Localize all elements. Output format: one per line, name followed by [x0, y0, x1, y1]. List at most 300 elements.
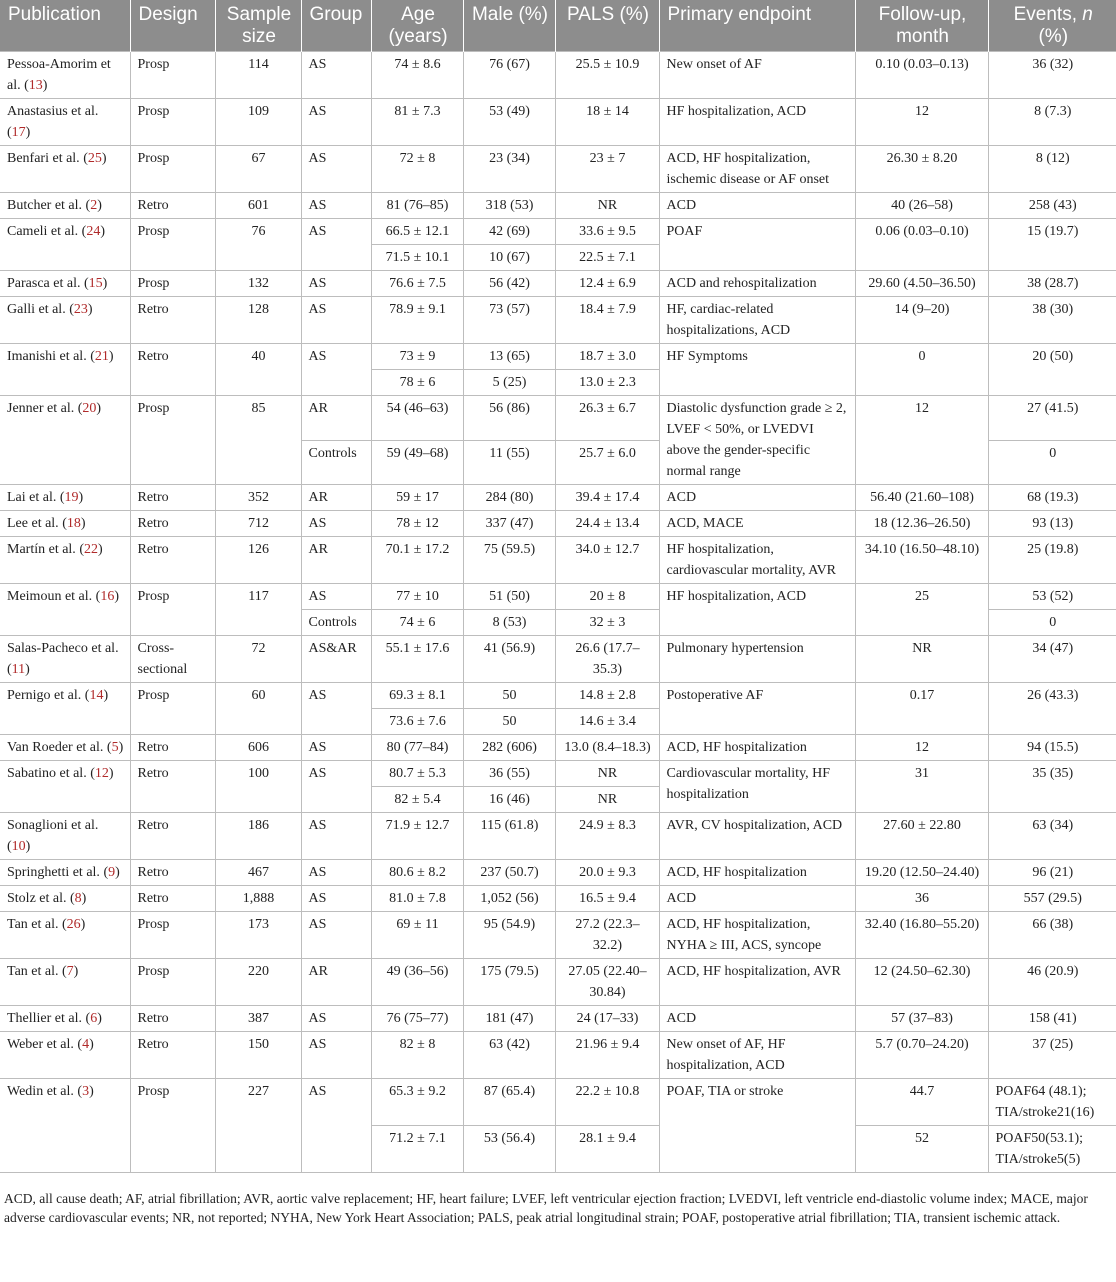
followup-cell: 12 [855, 99, 988, 146]
primary-endpoint-cell: HF, cardiac-related hospitalizations, ACD [659, 297, 855, 344]
pals-cell: 33.6 ± 9.5 [555, 219, 659, 245]
table-body [0, 52, 1116, 1173]
pals-cell: 27.2 (22.3–32.2) [555, 912, 659, 959]
group-cell: AS&AR [301, 636, 371, 683]
header-male: Male (%) [463, 0, 555, 52]
reference-link[interactable]: 26 [66, 917, 81, 932]
group-cell: AS [301, 683, 371, 735]
reference-link[interactable]: 12 [94, 766, 109, 781]
male-cell: 10 (67) [463, 245, 555, 271]
author-name: Imanishi et al. [7, 349, 87, 364]
table-row [0, 537, 1116, 584]
age-cell: 66.5 ± 12.1 [371, 219, 463, 245]
table-row [0, 912, 1116, 959]
design-cell: Prosp [130, 912, 215, 959]
sample-size-cell: 132 [215, 271, 301, 297]
events-cell: 0 [988, 610, 1116, 636]
events-cell: 38 (28.7) [988, 271, 1116, 297]
table-row [0, 219, 1116, 245]
male-cell: 11 (55) [463, 440, 555, 485]
design-cell: Retro [130, 344, 215, 396]
events-cell: POAF50(53.1); TIA/stroke5(5) [988, 1126, 1116, 1173]
design-cell: Retro [130, 537, 215, 584]
group-cell: AS [301, 99, 371, 146]
group-cell: AS [301, 1079, 371, 1173]
pals-cell: 18.4 ± 7.9 [555, 297, 659, 344]
sample-size-cell: 128 [215, 297, 301, 344]
publication-cell: Van Roeder et al. (5) [0, 735, 130, 761]
table-row [0, 860, 1116, 886]
reference-link[interactable]: 4 [82, 1037, 90, 1052]
events-cell: 35 (35) [988, 761, 1116, 813]
age-cell: 81 ± 7.3 [371, 99, 463, 146]
design-cell: Retro [130, 511, 215, 537]
publication-cell: Galli et al. (23) [0, 297, 130, 344]
primary-endpoint-cell: ACD [659, 485, 855, 511]
group-cell: Controls [301, 610, 371, 636]
followup-cell: 5.7 (0.70–24.20) [855, 1032, 988, 1079]
reference-link[interactable]: 20 [82, 401, 97, 416]
male-cell: 50 [463, 709, 555, 735]
design-cell: Cross-sectional [130, 636, 215, 683]
design-cell: Retro [130, 193, 215, 219]
pals-cell: 24.9 ± 8.3 [555, 813, 659, 860]
table-row [0, 735, 1116, 761]
primary-endpoint-cell: AVR, CV hospitalization, ACD [659, 813, 855, 860]
followup-cell: 40 (26–58) [855, 193, 988, 219]
events-cell: POAF64 (48.1); TIA/stroke21(16) [988, 1079, 1116, 1126]
followup-cell: 0 [855, 344, 988, 396]
followup-cell: 52 [855, 1126, 988, 1173]
table-row [0, 584, 1116, 610]
sample-size-cell: 186 [215, 813, 301, 860]
publication-cell: Jenner et al. (20) [0, 396, 130, 485]
followup-cell: 0.06 (0.03–0.10) [855, 219, 988, 271]
age-cell: 73.6 ± 7.6 [371, 709, 463, 735]
pals-cell: 18.7 ± 3.0 [555, 344, 659, 370]
age-cell: 80.7 ± 5.3 [371, 761, 463, 787]
pals-cell: 21.96 ± 9.4 [555, 1032, 659, 1079]
author-name: Anastasius et al. [7, 104, 99, 119]
age-cell: 81.0 ± 7.8 [371, 886, 463, 912]
table-row [0, 1079, 1116, 1126]
author-name: Sonaglioni et al. [7, 818, 99, 833]
followup-cell: 44.7 [855, 1079, 988, 1126]
sample-size-cell: 173 [215, 912, 301, 959]
table-row [0, 344, 1116, 370]
age-cell: 49 (36–56) [371, 959, 463, 1006]
group-cell: AS [301, 219, 371, 271]
design-cell: Prosp [130, 1079, 215, 1173]
publication-cell: Cameli et al. (24) [0, 219, 130, 271]
reference-link[interactable]: 19 [64, 490, 79, 505]
group-cell: AS [301, 193, 371, 219]
design-cell: Retro [130, 1006, 215, 1032]
table-row [0, 396, 1116, 441]
male-cell: 53 (56.4) [463, 1126, 555, 1173]
author-name: Lai et al. [7, 490, 57, 505]
author-name: Van Roeder et al. [7, 740, 104, 755]
design-cell: Retro [130, 297, 215, 344]
reference-link[interactable]: 7 [66, 964, 74, 979]
age-cell: 74 ± 6 [371, 610, 463, 636]
primary-endpoint-cell: HF hospitalization, ACD [659, 99, 855, 146]
primary-endpoint-cell: New onset of AF [659, 52, 855, 99]
pals-cell: 23 ± 7 [555, 146, 659, 193]
sample-size-cell: 72 [215, 636, 301, 683]
group-cell: AS [301, 735, 371, 761]
header-design: Design [130, 0, 215, 52]
primary-endpoint-cell: ACD, HF hospitalization, AVR [659, 959, 855, 1006]
publication-cell: Salas-Pacheco et al. (11) [0, 636, 130, 683]
pals-cell: 13.0 ± 2.3 [555, 370, 659, 396]
group-cell: AS [301, 297, 371, 344]
pals-cell: 13.0 (8.4–18.3) [555, 735, 659, 761]
author-name: Springhetti et al. [7, 865, 100, 880]
pals-cell: 14.6 ± 3.4 [555, 709, 659, 735]
events-cell: 158 (41) [988, 1006, 1116, 1032]
events-cell: 38 (30) [988, 297, 1116, 344]
author-name: Galli et al. [7, 302, 66, 317]
followup-cell: 12 [855, 396, 988, 485]
publication-cell: Wedin et al. (3) [0, 1079, 130, 1173]
author-name: Cameli et al. [7, 224, 79, 239]
male-cell: 41 (56.9) [463, 636, 555, 683]
age-cell: 65.3 ± 9.2 [371, 1079, 463, 1126]
table-row [0, 683, 1116, 709]
events-cell: 93 (13) [988, 511, 1116, 537]
age-cell: 71.9 ± 12.7 [371, 813, 463, 860]
header-primary-endpoint: Primary endpoint [659, 0, 855, 52]
design-cell: Prosp [130, 959, 215, 1006]
reference-link[interactable]: 13 [28, 78, 43, 93]
reference-link[interactable]: 22 [83, 542, 98, 557]
sample-size-cell: 352 [215, 485, 301, 511]
publication-cell: Imanishi et al. (21) [0, 344, 130, 396]
age-cell: 73 ± 9 [371, 344, 463, 370]
header-events [988, 0, 1116, 52]
sample-size-cell: 109 [215, 99, 301, 146]
sample-size-cell: 1,888 [215, 886, 301, 912]
male-cell: 1,052 (56) [463, 886, 555, 912]
author-name: Lee et al. [7, 516, 59, 531]
reference-link[interactable]: 2 [90, 198, 98, 213]
design-cell: Prosp [130, 683, 215, 735]
followup-cell: 56.40 (21.60–108) [855, 485, 988, 511]
table-row [0, 271, 1116, 297]
age-cell: 82 ± 5.4 [371, 787, 463, 813]
followup-cell: 29.60 (4.50–36.50) [855, 271, 988, 297]
publication-cell: Parasca et al. (15) [0, 271, 130, 297]
reference-link[interactable]: 24 [86, 224, 101, 239]
events-cell: 25 (19.8) [988, 537, 1116, 584]
primary-endpoint-cell: ACD, HF hospitalization, ischemic disease or AF onset [659, 146, 855, 193]
age-cell: 70.1 ± 17.2 [371, 537, 463, 584]
group-cell: AR [301, 396, 371, 441]
design-cell: Retro [130, 886, 215, 912]
table-row [0, 485, 1116, 511]
male-cell: 5 (25) [463, 370, 555, 396]
reference-link[interactable]: 8 [74, 891, 82, 906]
publication-cell: Lee et al. (18) [0, 511, 130, 537]
pals-cell: 26.3 ± 6.7 [555, 396, 659, 441]
primary-endpoint-cell: HF hospitalization, cardiovascular mortality, AVR [659, 537, 855, 584]
design-cell: Prosp [130, 52, 215, 99]
group-cell: AR [301, 959, 371, 1006]
events-cell: 557 (29.5) [988, 886, 1116, 912]
male-cell: 13 (65) [463, 344, 555, 370]
followup-cell: 26.30 ± 8.20 [855, 146, 988, 193]
publication-cell: Weber et al. (4) [0, 1032, 130, 1079]
age-cell: 82 ± 8 [371, 1032, 463, 1079]
table-row [0, 959, 1116, 1006]
publication-cell: Meimoun et al. (16) [0, 584, 130, 636]
publication-cell: Lai et al. (19) [0, 485, 130, 511]
reference-link[interactable]: 15 [88, 276, 103, 291]
group-cell: Controls [301, 440, 371, 485]
group-cell: AS [301, 813, 371, 860]
author-name: Martín et al. [7, 542, 76, 557]
events-cell: 94 (15.5) [988, 735, 1116, 761]
table-header [0, 0, 1116, 52]
pals-cell: 22.2 ± 10.8 [555, 1079, 659, 1126]
primary-endpoint-cell: ACD [659, 1006, 855, 1032]
publication-cell: Anastasius et al. (17) [0, 99, 130, 146]
author-name: Butcher et al. [7, 198, 83, 213]
reference-link[interactable]: 9 [108, 865, 116, 880]
header-sample-size: Sample size [215, 0, 301, 52]
primary-endpoint-cell: ACD, HF hospitalization, NYHA ≥ III, ACS, syncope [659, 912, 855, 959]
reference-link[interactable]: 17 [11, 125, 26, 140]
age-cell: 59 (49–68) [371, 440, 463, 485]
pals-cell: 14.8 ± 2.8 [555, 683, 659, 709]
pals-cell: 16.5 ± 9.4 [555, 886, 659, 912]
sample-size-cell: 227 [215, 1079, 301, 1173]
primary-endpoint-cell: New onset of AF, HF hospitalization, ACD [659, 1032, 855, 1079]
pals-cell: 24.4 ± 13.4 [555, 511, 659, 537]
primary-endpoint-cell: ACD, MACE [659, 511, 855, 537]
pals-cell: 26.6 (17.7–35.3) [555, 636, 659, 683]
male-cell: 337 (47) [463, 511, 555, 537]
pals-cell: 20.0 ± 9.3 [555, 860, 659, 886]
header-events-n: n [1082, 4, 1093, 25]
group-cell: AS [301, 584, 371, 610]
age-cell: 72 ± 8 [371, 146, 463, 193]
reference-link[interactable]: 21 [94, 349, 109, 364]
table-row [0, 1032, 1116, 1079]
sample-size-cell: 76 [215, 219, 301, 271]
pals-cell: NR [555, 193, 659, 219]
design-cell: Retro [130, 813, 215, 860]
followup-cell: 32.40 (16.80–55.20) [855, 912, 988, 959]
primary-endpoint-cell: HF Symptoms [659, 344, 855, 396]
header-pals: PALS (%) [555, 0, 659, 52]
primary-endpoint-cell: ACD, HF hospitalization [659, 735, 855, 761]
age-cell: 78 ± 12 [371, 511, 463, 537]
male-cell: 115 (61.8) [463, 813, 555, 860]
author-name: Meimoun et al. [7, 589, 93, 604]
pals-cell: NR [555, 761, 659, 787]
male-cell: 23 (34) [463, 146, 555, 193]
header-age: Age (years) [371, 0, 463, 52]
age-cell: 77 ± 10 [371, 584, 463, 610]
design-cell: Prosp [130, 396, 215, 485]
reference-link[interactable]: 10 [11, 839, 26, 854]
events-cell: 27 (41.5) [988, 396, 1116, 441]
pals-cell: NR [555, 787, 659, 813]
followup-cell: 36 [855, 886, 988, 912]
publication-cell: Sabatino et al. (12) [0, 761, 130, 813]
age-cell: 69 ± 11 [371, 912, 463, 959]
author-name: Pessoa-Amorim et al. [7, 57, 111, 93]
table-row [0, 813, 1116, 860]
sample-size-cell: 114 [215, 52, 301, 99]
followup-cell: 0.17 [855, 683, 988, 735]
sample-size-cell: 387 [215, 1006, 301, 1032]
age-cell: 59 ± 17 [371, 485, 463, 511]
header-events-suffix: (%) [1038, 26, 1069, 47]
age-cell: 54 (46–63) [371, 396, 463, 441]
pals-cell: 28.1 ± 9.4 [555, 1126, 659, 1173]
publication-cell: Sonaglioni et al. (10) [0, 813, 130, 860]
male-cell: 175 (79.5) [463, 959, 555, 1006]
followup-cell: 27.60 ± 22.80 [855, 813, 988, 860]
group-cell: AS [301, 271, 371, 297]
events-cell: 8 (12) [988, 146, 1116, 193]
group-cell: AR [301, 537, 371, 584]
reference-link[interactable]: 16 [100, 589, 115, 604]
age-cell: 71.5 ± 10.1 [371, 245, 463, 271]
male-cell: 8 (53) [463, 610, 555, 636]
male-cell: 16 (46) [463, 787, 555, 813]
sample-size-cell: 712 [215, 511, 301, 537]
male-cell: 50 [463, 683, 555, 709]
events-cell: 258 (43) [988, 193, 1116, 219]
sample-size-cell: 85 [215, 396, 301, 485]
sample-size-cell: 60 [215, 683, 301, 735]
header-publication: Publication [0, 0, 130, 52]
events-cell: 46 (20.9) [988, 959, 1116, 1006]
pals-cell: 18 ± 14 [555, 99, 659, 146]
age-cell: 80 (77–84) [371, 735, 463, 761]
table-row [0, 99, 1116, 146]
events-cell: 37 (25) [988, 1032, 1116, 1079]
author-name: Pernigo et al. [7, 688, 82, 703]
publication-cell: Stolz et al. (8) [0, 886, 130, 912]
table-row [0, 146, 1116, 193]
group-cell: AR [301, 485, 371, 511]
male-cell: 56 (86) [463, 396, 555, 441]
primary-endpoint-cell: Pulmonary hypertension [659, 636, 855, 683]
primary-endpoint-cell: ACD [659, 886, 855, 912]
design-cell: Retro [130, 761, 215, 813]
pals-cell: 34.0 ± 12.7 [555, 537, 659, 584]
male-cell: 73 (57) [463, 297, 555, 344]
primary-endpoint-cell: HF hospitalization, ACD [659, 584, 855, 636]
pals-cell: 20 ± 8 [555, 584, 659, 610]
pals-cell: 25.5 ± 10.9 [555, 52, 659, 99]
primary-endpoint-cell: Postoperative AF [659, 683, 855, 735]
male-cell: 181 (47) [463, 1006, 555, 1032]
followup-cell: 12 [855, 735, 988, 761]
group-cell: AS [301, 886, 371, 912]
age-cell: 71.2 ± 7.1 [371, 1126, 463, 1173]
group-cell: AS [301, 52, 371, 99]
male-cell: 42 (69) [463, 219, 555, 245]
reference-link[interactable]: 3 [82, 1084, 90, 1099]
male-cell: 318 (53) [463, 193, 555, 219]
author-name: Salas-Pacheco et al. [7, 641, 119, 656]
reference-link[interactable]: 6 [90, 1011, 98, 1026]
pals-cell: 22.5 ± 7.1 [555, 245, 659, 271]
followup-cell: 0.10 (0.03–0.13) [855, 52, 988, 99]
events-cell: 26 (43.3) [988, 683, 1116, 735]
reference-link[interactable]: 18 [66, 516, 81, 531]
group-cell: AS [301, 146, 371, 193]
male-cell: 76 (67) [463, 52, 555, 99]
male-cell: 75 (59.5) [463, 537, 555, 584]
publication-cell: Tan et al. (26) [0, 912, 130, 959]
events-cell: 53 (52) [988, 584, 1116, 610]
group-cell: AS [301, 912, 371, 959]
author-name: Tan et al. [7, 917, 59, 932]
author-name: Sabatino et al. [7, 766, 87, 781]
primary-endpoint-cell: Cardiovascular mortality, HF hospitalization [659, 761, 855, 813]
age-cell: 76 (75–77) [371, 1006, 463, 1032]
pals-cell: 12.4 ± 6.9 [555, 271, 659, 297]
pals-cell: 39.4 ± 17.4 [555, 485, 659, 511]
design-cell: Retro [130, 735, 215, 761]
table-row [0, 761, 1116, 787]
age-cell: 74 ± 8.6 [371, 52, 463, 99]
reference-link[interactable]: 11 [11, 662, 26, 677]
sample-size-cell: 40 [215, 344, 301, 396]
reference-link[interactable]: 23 [73, 302, 88, 317]
age-cell: 78 ± 6 [371, 370, 463, 396]
table-row [0, 297, 1116, 344]
followup-cell: NR [855, 636, 988, 683]
male-cell: 95 (54.9) [463, 912, 555, 959]
sample-size-cell: 150 [215, 1032, 301, 1079]
author-name: Tan et al. [7, 964, 59, 979]
author-name: Wedin et al. [7, 1084, 74, 1099]
table-row [0, 52, 1116, 99]
age-cell: 55.1 ± 17.6 [371, 636, 463, 683]
reference-link[interactable]: 14 [89, 688, 104, 703]
reference-link[interactable]: 25 [87, 151, 102, 166]
design-cell: Prosp [130, 584, 215, 636]
table-row [0, 636, 1116, 683]
author-name: Thellier et al. [7, 1011, 83, 1026]
male-cell: 63 (42) [463, 1032, 555, 1079]
primary-endpoint-cell: ACD, HF hospitalization [659, 860, 855, 886]
events-cell: 20 (50) [988, 344, 1116, 396]
table-row [0, 193, 1116, 219]
followup-cell: 31 [855, 761, 988, 813]
age-cell: 78.9 ± 9.1 [371, 297, 463, 344]
group-cell: AS [301, 344, 371, 396]
pals-cell: 24 (17–33) [555, 1006, 659, 1032]
sample-size-cell: 606 [215, 735, 301, 761]
reference-link[interactable]: 5 [111, 740, 119, 755]
group-cell: AS [301, 860, 371, 886]
publication-cell: Benfari et al. (25) [0, 146, 130, 193]
male-cell: 284 (80) [463, 485, 555, 511]
publication-cell: Springhetti et al. (9) [0, 860, 130, 886]
primary-endpoint-cell: ACD [659, 193, 855, 219]
table-row [0, 886, 1116, 912]
design-cell: Prosp [130, 146, 215, 193]
